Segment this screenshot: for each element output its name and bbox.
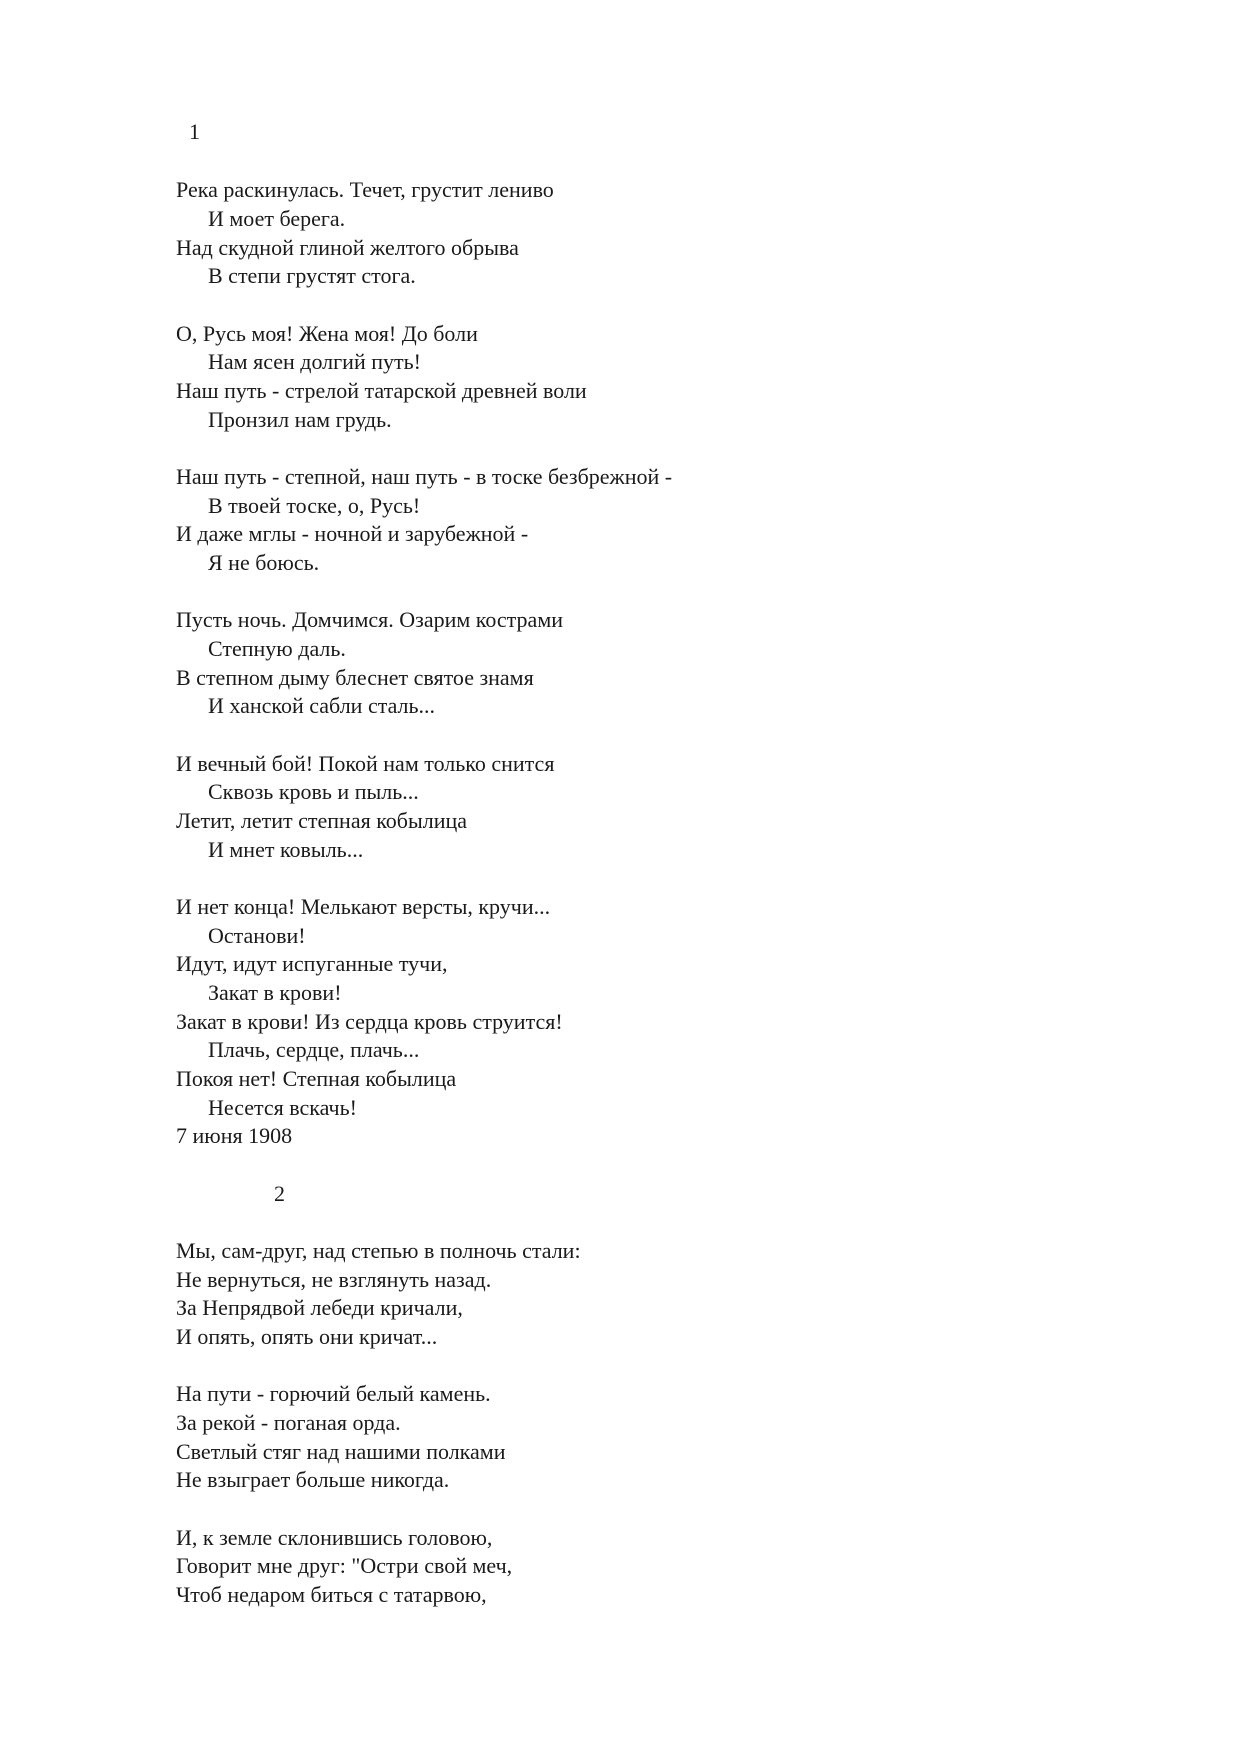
- poem-2-line: Чтоб недаром биться с татарвою,: [176, 1582, 487, 1607]
- poem-1-number: 1: [189, 119, 200, 144]
- poem-1-line: Над скудной глиной желтого обрыва: [176, 235, 519, 260]
- poem-1-line: Несется вскачь!: [208, 1095, 357, 1120]
- poem-1-line: Идут, идут испуганные тучи,: [176, 951, 448, 976]
- poem-1-line: Сквозь кровь и пыль...: [208, 779, 419, 804]
- poem-1-line: Степную даль.: [208, 636, 346, 661]
- poem-1-line: И нет конца! Мелькают версты, кручи...: [176, 894, 551, 919]
- poem-1-line: И даже мглы - ночной и зарубежной -: [176, 521, 529, 546]
- poem-1-line: И ханской сабли сталь...: [208, 693, 436, 718]
- poem-2-line: На пути - горючий белый камень.: [176, 1381, 491, 1406]
- poem-1-line: Нам ясен долгий путь!: [208, 349, 421, 374]
- poem-1-line: Останови!: [208, 923, 306, 948]
- poem-1-line: Покоя нет! Степная кобылица: [176, 1066, 457, 1091]
- poem-1-line: Пронзил нам грудь.: [208, 407, 392, 432]
- poem-1-line: В степи грустят стога.: [208, 263, 416, 288]
- poem-2-line: Говорит мне друг: "Остри свой меч,: [176, 1553, 513, 1578]
- poem-1-line: В твоей тоске, о, Русь!: [208, 493, 421, 518]
- poem-2-line: Не взыграет больше никогда.: [176, 1467, 450, 1492]
- poem-2-line: Светлый стяг над нашими полками: [176, 1439, 506, 1464]
- poem-1-line: Я не боюсь.: [208, 550, 320, 575]
- poem-2-line: И, к земле склонившись головою,: [176, 1525, 493, 1550]
- poem-2-line: За Непрядвой лебеди кричали,: [176, 1295, 463, 1320]
- poem-1-line: Наш путь - степной, наш путь - в тоске безбрежной -: [176, 464, 673, 489]
- poem-1-line: Летит, летит степная кобылица: [176, 808, 468, 833]
- poem-1-date: 7 июня 1908: [176, 1123, 293, 1148]
- poem-1-line: Плачь, сердце, плачь...: [208, 1037, 420, 1062]
- poem-1-line: Пусть ночь. Домчимся. Озарим кострами: [176, 607, 564, 632]
- poem-1-line: Река раскинулась. Течет, грустит лениво: [176, 177, 554, 202]
- poem-2-line: И опять, опять они кричат...: [176, 1324, 438, 1349]
- poem-1-line: О, Русь моя! Жена моя! До боли: [176, 321, 478, 346]
- poem-1-line: В степном дыму блеснет святое знамя: [176, 665, 534, 690]
- poem-1-line: И моет берега.: [208, 206, 346, 231]
- poem-1-line: Наш путь - стрелой татарской древней воли: [176, 378, 587, 403]
- poem-2-line: Мы, сам-друг, над степью в полночь стали:: [176, 1238, 581, 1263]
- poem-1-line: Закат в крови!: [208, 980, 342, 1005]
- poem-2-number: 2: [274, 1181, 285, 1206]
- poem-1-line: Закат в крови! Из сердца кровь струится!: [176, 1009, 563, 1034]
- poem-1-line: И мнет ковыль...: [208, 837, 364, 862]
- poem-2-line: Не вернуться, не взглянуть назад.: [176, 1267, 492, 1292]
- poem-2-line: За рекой - поганая орда.: [176, 1410, 401, 1435]
- poem-1-line: И вечный бой! Покой нам только снится: [176, 751, 555, 776]
